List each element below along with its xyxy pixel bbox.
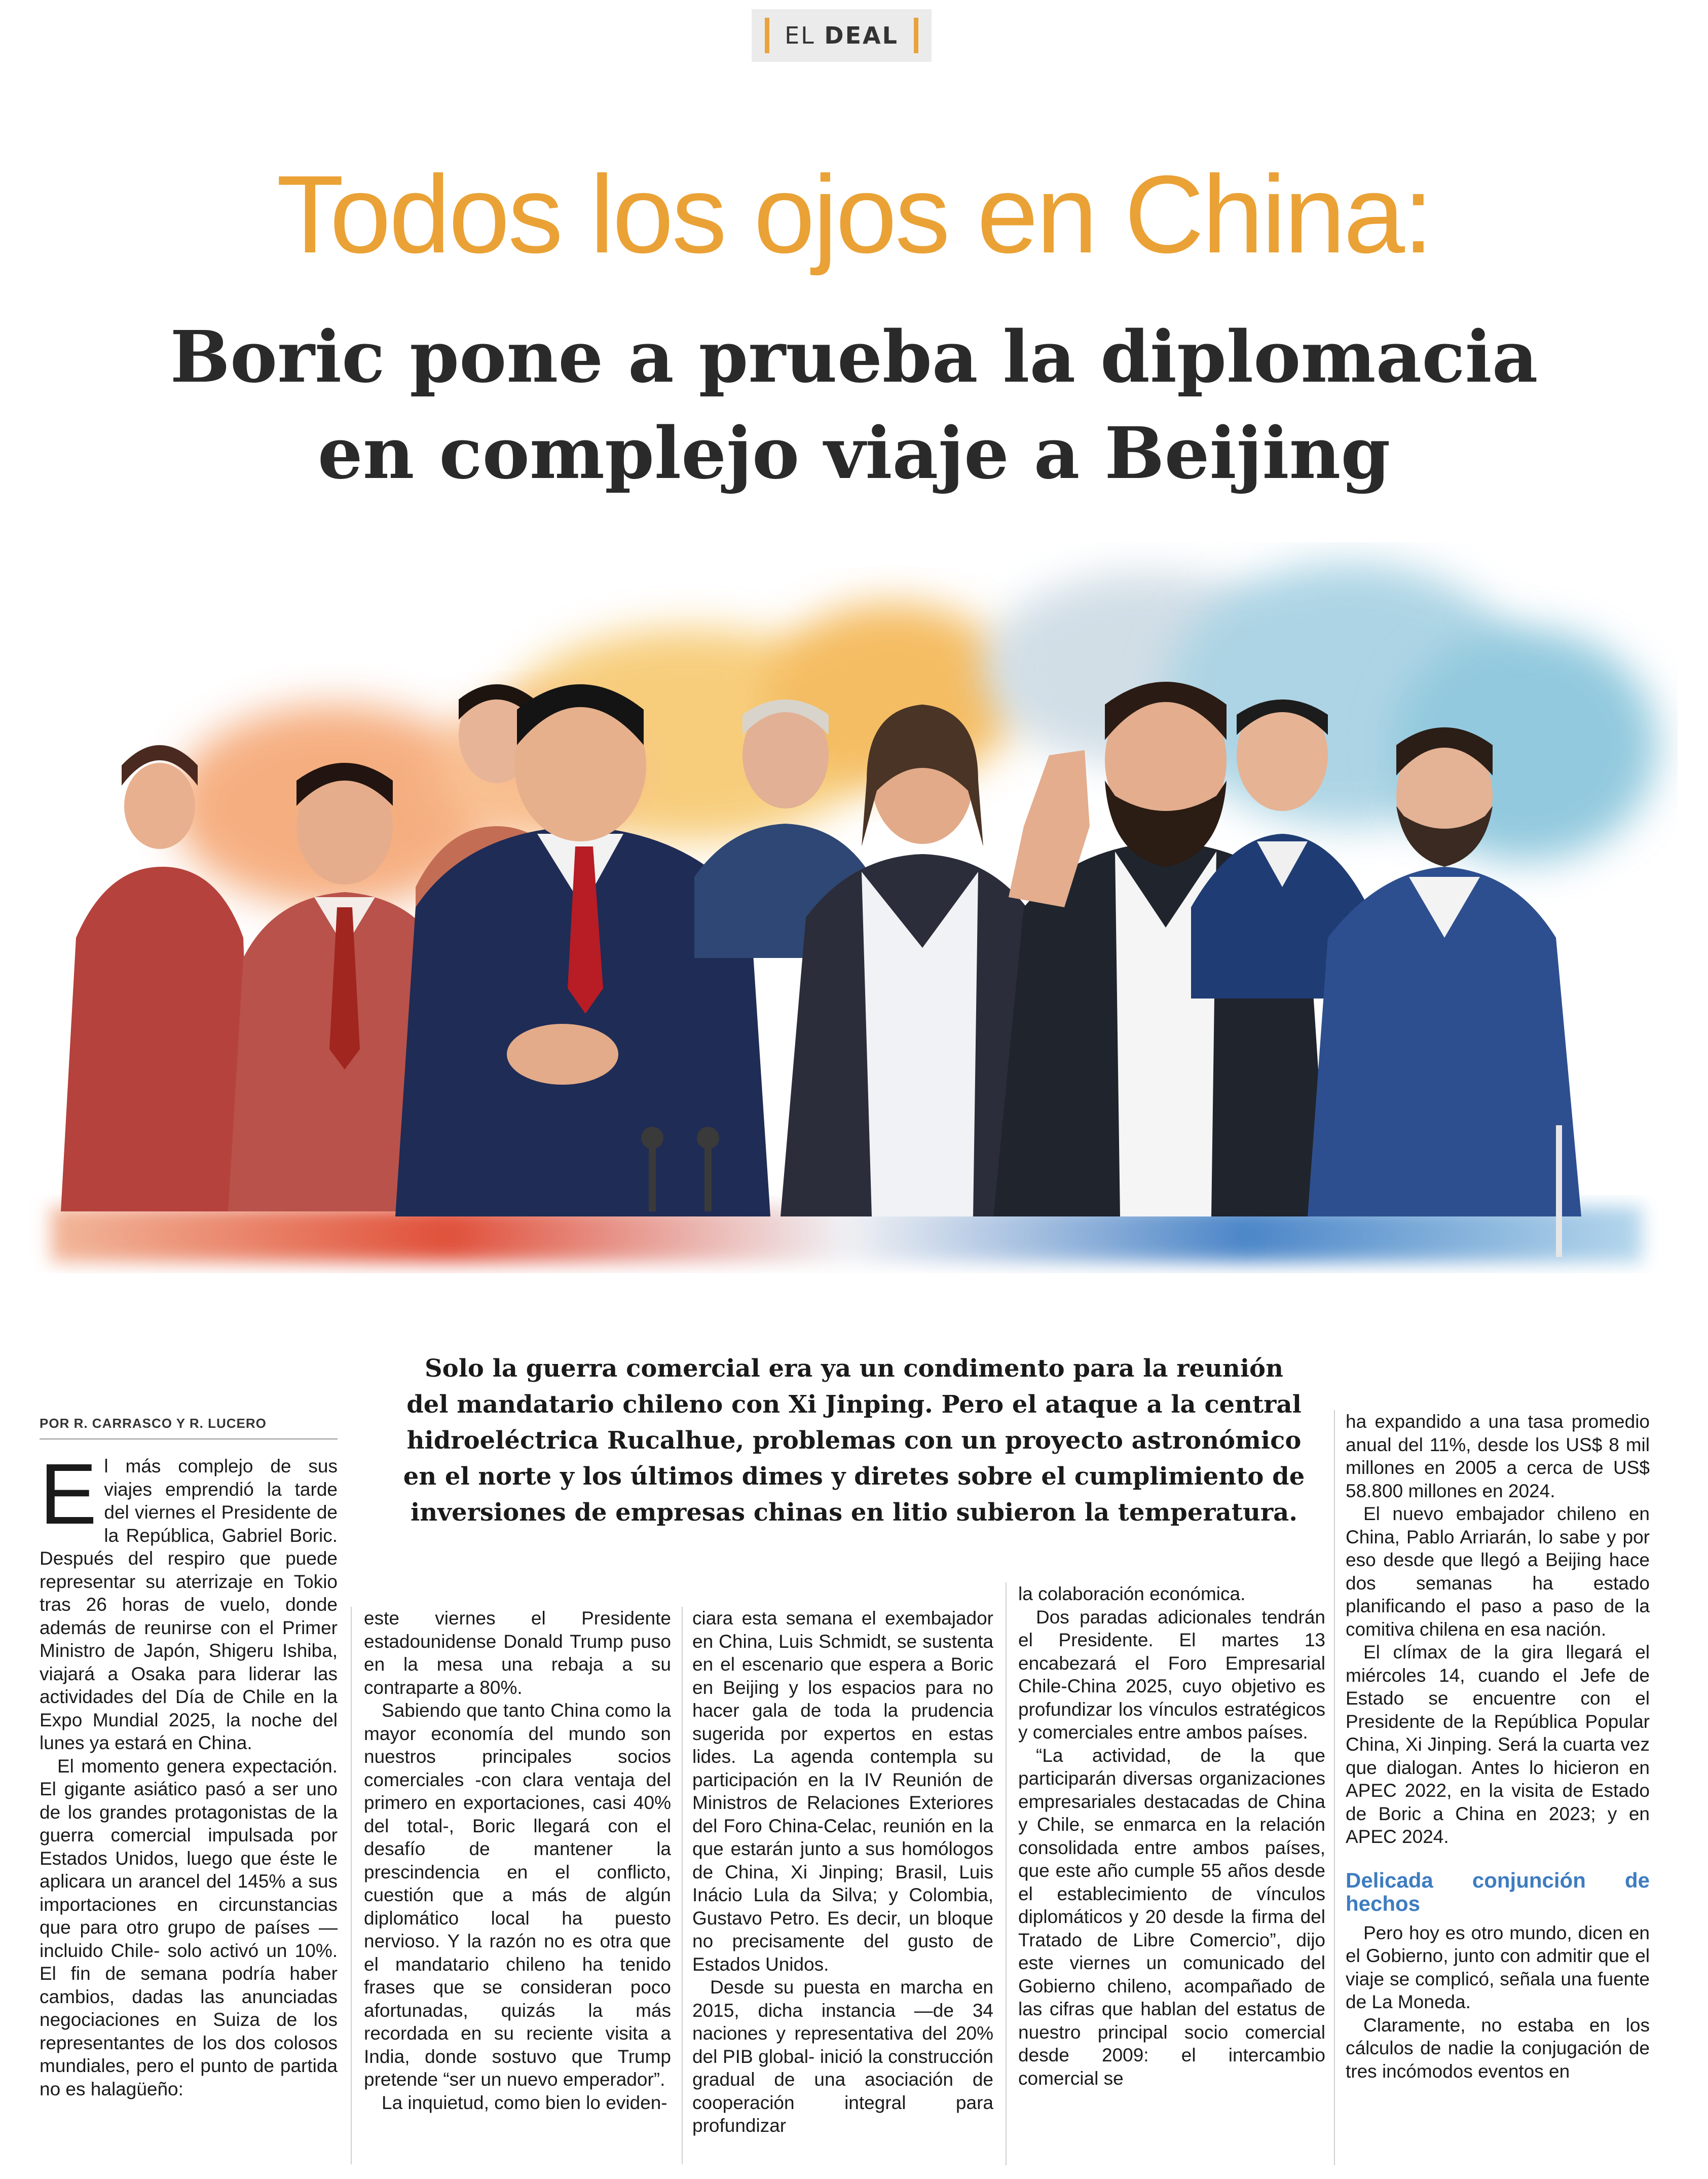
article-paragraph: Desde su puesta en marcha en 2015, dicha instancia —de 34 naciones y representativa del 20% del PIB global- inició la construcción gradual de una asociación de cooperación integral para profundizar bbox=[692, 1977, 993, 2136]
subhead-line-2: en complejo viaje a Beijing bbox=[317, 412, 1391, 495]
paragraph-text: l más complejo de sus viajes emprendió la tarde del viernes el Presidente de la República, Gabriel Boric. Después del respiro que puede representar su aterrizaje en Tokio tras 26 horas de vuelo, donde además de reunirse con el Primer Ministro de Japón, Shigeru Ishiba, viajará a Osaka para liderar las actividades del Día de Chile en la Expo Mundial 2025, la noche del lunes ya estará en China. bbox=[40, 1456, 338, 1753]
article-paragraph: El clímax de la gira llegará el miércoles 14, cuando el Jefe de Estado se encuentre con el Presidente de la República Popular China, Xi Jinping. Será la cuarta vez que dialogan. Antes lo hicieron en APEC 2022, en la visita de Estado de Boric a China en 2023; y en APEC 2024. bbox=[1346, 1642, 1650, 1847]
byline-rule bbox=[40, 1438, 338, 1439]
column-divider bbox=[682, 1607, 683, 2164]
section-tag bbox=[752, 9, 932, 62]
article-paragraph: ciara esta semana el exembajador en China, Luis Schmidt, se sustenta en el escenario que espera a Boric en Beijing y los espacios para no hacer gala de toda la prudencia sugerida por expertos en estas lides. La agenda contempla su participación en la IV Reunión de Ministros de Relaciones Exteriores del Foro China-Celac, reunión en la que estarán junto a sus homólogos de China, Xi Jinping; Brasil, Luis Inácio Lula da Silva; y Colombia, Gustavo Petro. Es decir, un bloque no precisamente del gusto de Estados Unidos. bbox=[692, 1608, 993, 1975]
article-column-4 bbox=[1018, 1582, 1325, 2090]
article-paragraph: la colaboración económica. bbox=[1018, 1583, 1246, 1604]
section-tag-label bbox=[785, 22, 899, 49]
section-tag-bar-right bbox=[914, 18, 918, 53]
lead-line: en el norte y los últimos dimes y diretes sobre el cumplimiento de bbox=[403, 1462, 1305, 1491]
byline: POR R. CARRASCO Y R. LUCERO bbox=[40, 1416, 267, 1431]
lead-line: hidroeléctrica Rucalhue, problemas con un proyecto astronómico bbox=[406, 1426, 1302, 1455]
article-paragraph: El momento genera expectación. El gigante asiático pasó a ser uno de los grandes protagonistas de la guerra comercial impulsada por Estados Unidos, luego que éste le aplicara un arancel del 145% a sus importaciones en circunstancias que para otro grupo de países —incluido Chile- solo activó un 10%. El fin de semana podría haber cambios, dadas las anunciadas negociaciones en Suiza de los representantes de los dos colosos mundiales, pero el punto de partida no es halagüeño: bbox=[40, 1755, 338, 2099]
article-paragraph: Sabiendo que tanto China como la mayor economía del mundo son nuestros principales socios comerciales -con clara ventaja del primero en exportaciones, casi 40% del total-, Boric llegará con el desafío de mantener la prescindencia en el conflicto, cuestión que a más de algún diplomático local ha puesto nervioso. Y la razón no es otra que el mandatario chileno ha tenido frases que se consideran poco afortunadas, quizás la más recordada en su reciente visita a India, donde sostuvo que Trump pretende “ser un nuevo emperador”. bbox=[364, 1700, 671, 2090]
lead-paragraph bbox=[355, 1351, 1353, 1531]
article-paragraph: El nuevo embajador chileno en China, Pablo Arriarán, lo sabe y por eso desde que llegó a Beijing hace dos semanas ha estado planificando el paso a paso de la comitiva chilena en esa nación. bbox=[1346, 1503, 1650, 1640]
article-paragraph: Claramente, no estaba en los cálculos de nadie la conjugación de tres incómodos eventos en bbox=[1346, 2014, 1650, 2082]
article-subheading: Delicada conjunción de hechos bbox=[1346, 1868, 1650, 1915]
section-prefix: EL bbox=[785, 22, 815, 49]
article-column-2 bbox=[364, 1607, 671, 2114]
article-paragraph: ha expandido a una tasa promedio anual del 11%, desde los US$ 8 mil millones en 2005 a cerca de US$ 58.800 millones en 2024. bbox=[1346, 1411, 1650, 1501]
article-paragraph: “La actividad, de la que participarán diversas organizaciones empresariales destacadas de China y Chile, se enmarca en la relación consolidada entre ambos países, que este año cumple 55 años desde el establecimiento de vínculos diplomáticos y 20 desde la firma del Tratado de Libre Comercio”, dijo este viernes un comunicado del Gobierno chileno, acompañado de las cifras que hablan del estatus de nuestro principal socio comercial desde 2009: el intercambio comercial se bbox=[1018, 1745, 1325, 2089]
article-paragraph: Dos paradas adicionales tendrán el Presidente. El martes 13 encabezará el Foro Empresarial Chile-China 2025, cuyo objetivo es profundizar los vínculos estratégicos y comerciales entre ambos países. bbox=[1018, 1606, 1325, 1743]
lead-photo-collage bbox=[30, 542, 1678, 1298]
article-paragraph: este viernes el Presidente estadounidense Donald Trump puso en la mesa una rebaja a su contraparte a 80%. bbox=[364, 1608, 671, 1698]
section-tag-bar-left bbox=[765, 18, 769, 53]
article-paragraph: La inquietud, como bien lo eviden- bbox=[382, 2092, 667, 2113]
column-divider bbox=[1006, 1582, 1007, 2165]
article-column-3 bbox=[692, 1607, 993, 2137]
column-divider bbox=[351, 1607, 352, 2164]
article-paragraph: Pero hoy es otro mundo, dicen en el Gobierno, junto con admitir que el viaje se complicó, señala una fuente de La Moneda. bbox=[1346, 1922, 1650, 2012]
article-column-1 bbox=[40, 1446, 338, 2100]
subhead-line-1: Boric pone a prueba la diplomacia bbox=[170, 316, 1538, 399]
headline: Todos los ojos en China: bbox=[276, 153, 1432, 276]
article-paragraph bbox=[40, 1446, 338, 1755]
article-column-5 bbox=[1346, 1410, 1650, 2083]
lead-line: inversiones de empresas chinas en litio subieron la temperatura. bbox=[411, 1498, 1297, 1527]
section-name: DEAL bbox=[824, 22, 899, 49]
lead-line: Solo la guerra comercial era ya un condimento para la reunión bbox=[425, 1354, 1283, 1383]
subhead bbox=[0, 309, 1708, 502]
column-divider bbox=[1334, 1410, 1335, 2165]
lead-line: del mandatario chileno con Xi Jinping. Pero el ataque a la central bbox=[406, 1390, 1302, 1419]
drop-cap: E bbox=[40, 1446, 97, 1542]
